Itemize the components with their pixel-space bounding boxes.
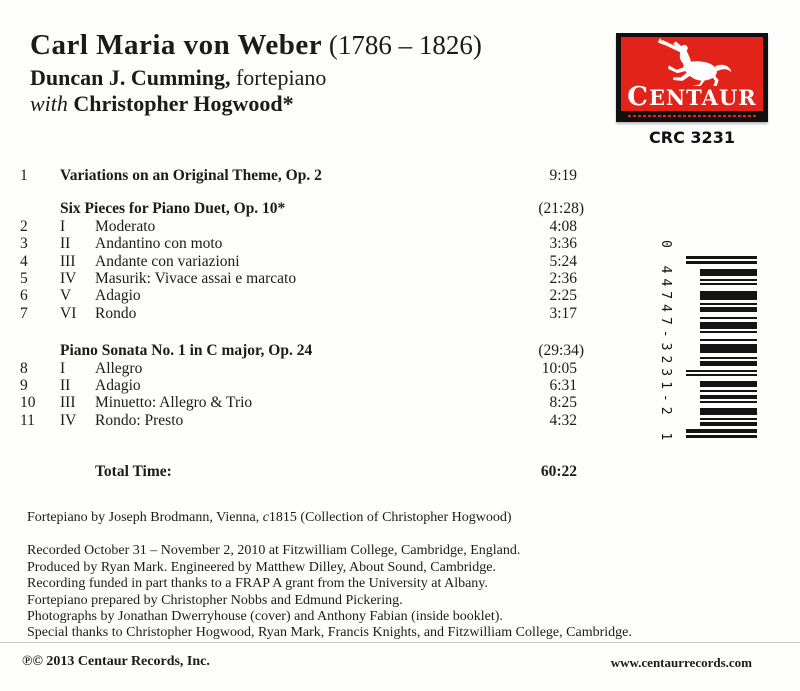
movement-numeral: II bbox=[60, 376, 71, 394]
barcode-bar bbox=[700, 395, 757, 399]
track-duration: 3:17 bbox=[549, 304, 577, 322]
track-number bbox=[20, 463, 60, 480]
barcode-bar bbox=[700, 322, 757, 329]
track-row bbox=[20, 253, 577, 270]
barcode-bar bbox=[700, 303, 757, 305]
movement-numeral: III bbox=[60, 394, 76, 412]
track-number: 6 bbox=[20, 287, 28, 305]
track-duration: 8:25 bbox=[549, 394, 577, 412]
logo-red-field bbox=[621, 37, 763, 111]
movement-numeral: I bbox=[60, 217, 66, 235]
instrument-credit-post: 1815 (Collection of Christopher Hogwood) bbox=[268, 510, 512, 525]
credit-line: Special thanks to Christopher Hogwood, Ryan Mark, Francis Knights, and Fitzwilliam College, Cambridge. bbox=[27, 625, 632, 641]
credit-lines bbox=[27, 543, 767, 641]
title-block bbox=[30, 28, 482, 117]
barcode-bar bbox=[700, 331, 757, 333]
barcode-bar bbox=[700, 422, 757, 426]
barcode-bar bbox=[686, 429, 757, 433]
track-row bbox=[20, 218, 577, 235]
guest-name: Christopher Hogwood* bbox=[67, 91, 294, 116]
track-title: Adagio bbox=[95, 376, 141, 394]
instrument-credit-line bbox=[27, 510, 767, 526]
track-row bbox=[20, 377, 577, 394]
centaur-label-logo bbox=[616, 33, 768, 122]
barcode-number: 0 44747-3231-2 1 bbox=[658, 240, 673, 446]
track-duration: 10:05 bbox=[541, 359, 577, 377]
instrument-credit-pre: Fortepiano by Joseph Brodmann, Vienna, bbox=[27, 510, 263, 525]
track-duration: 3:36 bbox=[549, 235, 577, 253]
track-duration: 4:08 bbox=[549, 217, 577, 235]
track-number: 1 bbox=[20, 167, 28, 184]
track-number: 2 bbox=[20, 217, 28, 235]
copyright-notice: ℗© 2013 Centaur Records, Inc. bbox=[22, 654, 210, 669]
track-row bbox=[20, 412, 577, 429]
track-duration: 2:36 bbox=[549, 269, 577, 287]
credit-line: Produced by Ryan Mark. Engineered by Matthew Dilley, About Sound, Cambridge. bbox=[27, 559, 497, 575]
catalog-number: CRC 3231 bbox=[649, 128, 735, 147]
barcode-bar bbox=[700, 390, 757, 392]
credit-line: Recorded October 31 – November 2, 2010 at Fitzwilliam College, Cambridge, England. bbox=[27, 543, 521, 559]
track-title: Six Pieces for Piano Duet, Op. 10* bbox=[60, 200, 286, 218]
barcode-bar bbox=[700, 408, 757, 415]
barcode-bar bbox=[700, 357, 757, 359]
performer-line bbox=[30, 65, 482, 91]
instrument-credit-circa: c bbox=[262, 510, 269, 525]
composer-line bbox=[30, 28, 482, 62]
barcode-icon bbox=[686, 256, 757, 438]
credit-line: Photographs by Jonathan Dwerryhouse (cover) and Anthony Fabian (inside booklet). bbox=[27, 609, 503, 625]
barcode-bar bbox=[700, 283, 757, 285]
track-duration: 4:32 bbox=[549, 411, 577, 429]
movement-numeral: III bbox=[60, 252, 76, 270]
track-row bbox=[20, 270, 577, 287]
track-row bbox=[20, 394, 577, 411]
track-title: Rondo bbox=[95, 304, 137, 322]
track-title: Moderato bbox=[95, 217, 156, 235]
movement-numeral: V bbox=[60, 287, 72, 305]
movement-numeral bbox=[60, 463, 95, 480]
movement-numeral: II bbox=[60, 235, 71, 253]
track-number: 3 bbox=[20, 235, 28, 253]
barcode-bar bbox=[700, 317, 757, 319]
centaur-icon bbox=[652, 38, 738, 86]
barcode-bar bbox=[686, 374, 757, 376]
track-title: Piano Sonata No. 1 in C major, Op. 24 bbox=[60, 342, 313, 360]
track-title: Andante con variazioni bbox=[95, 252, 240, 270]
barcode-bar bbox=[700, 344, 757, 353]
credit-line: Recording funded in part thanks to a FRAP A grant from the University at Albany. bbox=[27, 576, 488, 592]
track-number: 11 bbox=[20, 411, 35, 429]
track-row bbox=[20, 305, 577, 322]
track-number: 8 bbox=[20, 359, 28, 377]
guest-line bbox=[30, 91, 482, 117]
movement-numeral: IV bbox=[60, 411, 77, 429]
track-title: Rondo: Presto bbox=[95, 411, 184, 429]
label-website: www.centaurrecords.com bbox=[610, 655, 752, 670]
track-row bbox=[20, 235, 577, 252]
barcode-bar bbox=[700, 279, 757, 281]
track-number bbox=[20, 200, 60, 217]
composer-dates: (1786 – 1826) bbox=[322, 30, 482, 60]
barcode-bar bbox=[686, 256, 757, 259]
track-duration: 9:19 bbox=[549, 167, 577, 184]
tracklist bbox=[20, 167, 584, 481]
track-number bbox=[20, 342, 60, 359]
barcode-bar bbox=[686, 261, 757, 264]
track-number: 4 bbox=[20, 252, 28, 270]
track-row bbox=[20, 167, 577, 184]
footer-divider bbox=[0, 642, 800, 643]
logo-dash-strip bbox=[628, 115, 756, 117]
track-duration: (29:34) bbox=[538, 342, 584, 360]
total-time-row bbox=[20, 463, 577, 480]
movement-numeral: IV bbox=[60, 269, 77, 287]
composer-name: Carl Maria von Weber bbox=[30, 29, 323, 61]
track-title: Masurik: Vivace assai e marcato bbox=[95, 269, 297, 287]
movement-numeral: I bbox=[60, 359, 66, 377]
performer-name: Duncan J. Cumming, bbox=[30, 65, 231, 90]
barcode-bar bbox=[700, 418, 757, 420]
track-title: Adagio bbox=[95, 287, 141, 305]
track-title: Andantino con moto bbox=[95, 235, 223, 253]
track-number: 7 bbox=[20, 304, 28, 322]
barcode-bar bbox=[700, 269, 757, 276]
performer-instrument: fortepiano bbox=[230, 65, 327, 90]
track-number: 9 bbox=[20, 376, 28, 394]
barcode-bar bbox=[700, 339, 757, 341]
barcode-bar bbox=[700, 381, 757, 387]
barcode-bar bbox=[700, 401, 757, 403]
track-duration: 2:25 bbox=[549, 287, 577, 305]
track-title: Minuetto: Allegro & Trio bbox=[95, 394, 253, 412]
track-duration: 6:31 bbox=[549, 376, 577, 394]
track-duration: 5:24 bbox=[549, 252, 577, 270]
track-row bbox=[20, 342, 584, 360]
track-duration: (21:28) bbox=[538, 200, 584, 218]
track-number: 5 bbox=[20, 269, 28, 287]
barcode-bar bbox=[700, 291, 757, 300]
with-word: with bbox=[30, 91, 68, 116]
track-row bbox=[20, 200, 584, 218]
barcode-bar bbox=[700, 361, 757, 366]
track-row bbox=[20, 360, 577, 377]
credits-block bbox=[27, 510, 767, 642]
total-time-label: Total Time: bbox=[95, 463, 172, 481]
credit-line: Fortepiano prepared by Christopher Nobbs and Edmund Pickering. bbox=[27, 592, 403, 608]
movement-numeral: VI bbox=[60, 304, 77, 322]
label-wordmark: CENTAUR bbox=[627, 82, 757, 112]
total-time-value: 60:22 bbox=[540, 463, 577, 481]
barcode-bar bbox=[686, 370, 757, 372]
track-row bbox=[20, 287, 577, 304]
track-number: 10 bbox=[20, 394, 36, 412]
track-title: Allegro bbox=[95, 359, 143, 377]
barcode-bar bbox=[700, 307, 757, 312]
barcode-bar bbox=[686, 435, 757, 438]
track-title: Variations on an Original Theme, Op. 2 bbox=[60, 167, 322, 184]
